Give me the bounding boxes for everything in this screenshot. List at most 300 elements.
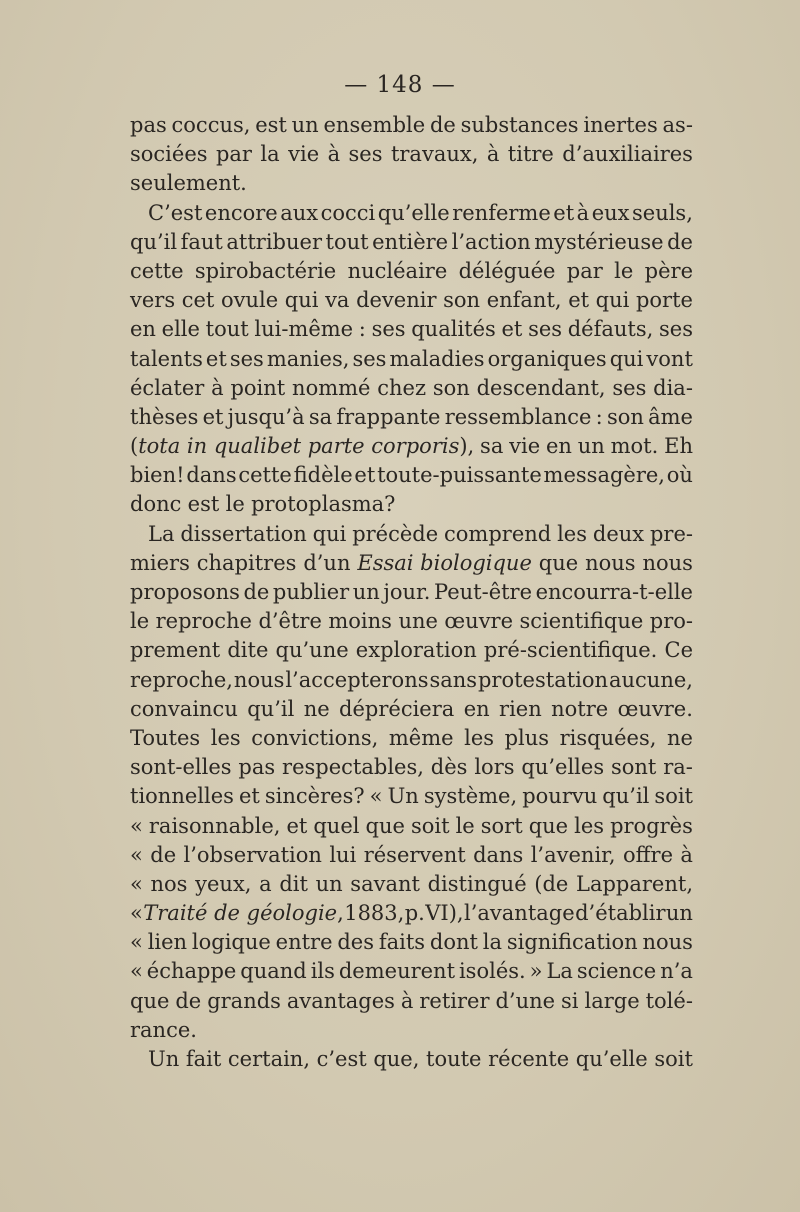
word: à bbox=[211, 375, 224, 400]
text-line bbox=[130, 957, 693, 986]
word: Essai biologique bbox=[357, 550, 532, 575]
word: exploration bbox=[355, 638, 477, 663]
text-line bbox=[130, 666, 693, 695]
word: qui bbox=[609, 346, 644, 371]
word: talents bbox=[130, 346, 203, 371]
word: vers bbox=[130, 288, 176, 313]
word: sort bbox=[480, 813, 523, 838]
word: le bbox=[455, 813, 475, 838]
word: même bbox=[388, 725, 454, 750]
text-line bbox=[130, 257, 693, 286]
text-line bbox=[130, 812, 693, 841]
word: dit bbox=[279, 871, 308, 896]
word: les bbox=[574, 813, 605, 838]
word: ses bbox=[348, 142, 383, 167]
word: moins bbox=[328, 609, 392, 634]
word: dont bbox=[429, 930, 478, 955]
word: lien bbox=[147, 930, 188, 955]
word: Un bbox=[387, 784, 419, 809]
word: donc bbox=[130, 492, 182, 517]
word: ovule bbox=[220, 288, 279, 313]
word: d’être bbox=[258, 609, 322, 634]
word: va bbox=[325, 288, 350, 313]
word: thèses bbox=[130, 404, 199, 429]
word: respectables, bbox=[282, 755, 424, 780]
word: les bbox=[210, 725, 241, 750]
word: ra- bbox=[663, 755, 693, 780]
word: qui bbox=[284, 288, 319, 313]
word: défauts, bbox=[567, 317, 654, 342]
text-line bbox=[130, 286, 693, 315]
word: c’est bbox=[316, 1047, 367, 1071]
word: quand bbox=[240, 959, 307, 984]
word: VI), bbox=[425, 901, 464, 926]
word: science bbox=[576, 959, 657, 984]
text-line bbox=[130, 140, 693, 169]
word: Lapparent, bbox=[576, 871, 693, 896]
word: œuvre bbox=[444, 609, 514, 634]
word: prement bbox=[130, 638, 221, 663]
word: à bbox=[400, 988, 414, 1013]
word: maladies bbox=[389, 346, 485, 371]
word: Ce bbox=[664, 638, 693, 663]
word: sont-elles bbox=[130, 755, 232, 780]
word: ses bbox=[352, 346, 387, 371]
word: de bbox=[243, 580, 270, 604]
word: frappante bbox=[336, 404, 441, 429]
word: en bbox=[545, 434, 572, 459]
word: La bbox=[148, 521, 175, 546]
word: large bbox=[584, 988, 640, 1013]
word: avantages bbox=[286, 988, 395, 1013]
word: pas bbox=[130, 113, 167, 137]
word: lui-même bbox=[254, 317, 354, 342]
word: reproche, bbox=[130, 667, 233, 692]
word: l’accepterons bbox=[285, 667, 429, 692]
word: substances bbox=[460, 113, 579, 137]
word: aux bbox=[280, 200, 319, 225]
word: nommé bbox=[292, 375, 371, 400]
word: « bbox=[130, 901, 143, 926]
word: pas bbox=[238, 755, 276, 780]
word: l’observation bbox=[183, 842, 322, 867]
word: et bbox=[202, 404, 224, 429]
word: travaux, bbox=[390, 142, 479, 167]
word: qu’elle bbox=[575, 1047, 648, 1071]
word: les bbox=[557, 521, 588, 546]
word: cet bbox=[181, 288, 215, 313]
word: ses bbox=[612, 375, 647, 400]
word: éclater bbox=[130, 375, 205, 400]
word: le bbox=[225, 492, 245, 517]
page-number: — 148 — bbox=[344, 72, 456, 98]
word: (de bbox=[534, 871, 569, 896]
word: Traité de géologie, bbox=[143, 901, 344, 926]
word: dès bbox=[430, 755, 468, 780]
word: coccus, bbox=[171, 113, 251, 137]
word: fidèle bbox=[293, 463, 353, 488]
text-line bbox=[130, 899, 693, 928]
text-line bbox=[130, 374, 693, 403]
word: descendant, bbox=[476, 375, 606, 400]
word: : bbox=[595, 404, 603, 429]
word: messagère, bbox=[543, 463, 665, 488]
word: aucune, bbox=[608, 667, 693, 692]
word: sociées bbox=[130, 142, 208, 167]
text-line bbox=[130, 724, 693, 753]
text-line bbox=[130, 490, 693, 519]
text-line bbox=[130, 578, 693, 607]
word: demeurent bbox=[338, 959, 456, 984]
word: son bbox=[432, 375, 470, 400]
word: convaincu bbox=[130, 696, 238, 721]
word: vont bbox=[646, 346, 693, 371]
word: Un bbox=[148, 1047, 180, 1071]
word: pré-scientifique. bbox=[483, 638, 658, 663]
word: « bbox=[130, 959, 143, 984]
word: » bbox=[529, 959, 543, 984]
word: faits bbox=[378, 930, 426, 955]
word: tout bbox=[205, 317, 249, 342]
word: réservent bbox=[363, 842, 466, 867]
word: signification bbox=[506, 930, 638, 955]
word: un bbox=[665, 901, 693, 926]
text-line bbox=[130, 1045, 693, 1074]
text-line bbox=[130, 549, 693, 578]
word: de bbox=[429, 113, 456, 137]
word: faut bbox=[180, 229, 223, 254]
word: et bbox=[553, 200, 575, 225]
word: inertes bbox=[583, 113, 658, 137]
word: d’établir bbox=[575, 901, 666, 926]
word: le bbox=[130, 609, 150, 634]
word: et bbox=[286, 813, 308, 838]
word: : bbox=[358, 317, 366, 342]
word: raisonnable, bbox=[148, 813, 281, 838]
word: et bbox=[238, 784, 260, 809]
word: dissertation bbox=[180, 521, 307, 546]
word: une bbox=[398, 609, 438, 634]
word: l’avantage bbox=[464, 901, 575, 926]
word: encore bbox=[204, 200, 278, 225]
word: si bbox=[561, 988, 579, 1013]
word: et bbox=[354, 463, 376, 488]
word: encourra-t-elle bbox=[535, 580, 693, 604]
word: miers bbox=[130, 550, 190, 575]
text-line bbox=[130, 753, 693, 782]
word: plus bbox=[504, 725, 550, 750]
word: qui bbox=[595, 288, 630, 313]
text-line bbox=[130, 345, 693, 374]
word: titre bbox=[507, 142, 554, 167]
word: quel bbox=[313, 813, 360, 838]
word: progrès bbox=[610, 813, 693, 838]
text-line bbox=[130, 461, 693, 490]
word: protoplasma? bbox=[251, 492, 396, 517]
word: devenir bbox=[356, 288, 437, 313]
word: risquées, bbox=[559, 725, 657, 750]
word: « bbox=[130, 813, 143, 838]
word: Eh bbox=[664, 434, 693, 459]
word: nous bbox=[585, 550, 636, 575]
word: toute bbox=[426, 1047, 482, 1071]
word: sa bbox=[480, 434, 504, 459]
word: pre- bbox=[649, 521, 693, 546]
text-line bbox=[130, 607, 693, 636]
word: que bbox=[365, 813, 405, 838]
word: « bbox=[130, 842, 143, 867]
text-line bbox=[130, 169, 693, 198]
word: chez bbox=[377, 375, 427, 400]
word: ne bbox=[303, 696, 330, 721]
word: entière bbox=[372, 229, 449, 254]
word: vie bbox=[288, 142, 320, 167]
word: qu’il bbox=[602, 784, 650, 809]
word: « bbox=[130, 871, 143, 896]
word: pourvu bbox=[522, 784, 598, 809]
word: « bbox=[130, 930, 143, 955]
word: attribuer bbox=[226, 229, 322, 254]
word: de bbox=[150, 842, 177, 867]
word: le bbox=[614, 258, 634, 283]
text-line bbox=[130, 928, 693, 957]
word: qualités bbox=[411, 317, 496, 342]
word: rance. bbox=[130, 1017, 197, 1042]
word: rien bbox=[499, 696, 542, 721]
word: C’est bbox=[148, 200, 203, 225]
word: grands bbox=[207, 988, 281, 1013]
word: comprend bbox=[444, 521, 552, 546]
word: jour. bbox=[383, 580, 431, 604]
word: sont bbox=[610, 755, 657, 780]
word: porte bbox=[635, 288, 693, 313]
text-line bbox=[130, 987, 693, 1016]
word: (tota in qualibet parte corporis), bbox=[130, 434, 475, 459]
word: à bbox=[327, 142, 341, 167]
word: d’une bbox=[495, 988, 556, 1013]
word: seuls, bbox=[631, 200, 693, 225]
word: mot. bbox=[610, 434, 659, 459]
word: un bbox=[291, 113, 319, 137]
word: qu’elles bbox=[521, 755, 605, 780]
text-line bbox=[130, 1016, 693, 1045]
text-line bbox=[130, 228, 693, 257]
word: pro- bbox=[649, 609, 693, 634]
word: est bbox=[187, 492, 220, 517]
word: n’a bbox=[660, 959, 693, 984]
word: vie bbox=[509, 434, 541, 459]
word: qui bbox=[312, 521, 347, 546]
word: nous bbox=[642, 550, 693, 575]
word: récente bbox=[488, 1047, 570, 1071]
word: convictions, bbox=[251, 725, 379, 750]
word: des bbox=[337, 930, 374, 955]
word: à bbox=[680, 842, 693, 867]
word: que bbox=[538, 550, 579, 575]
word: un bbox=[315, 871, 343, 896]
text-line bbox=[130, 636, 693, 665]
text-line bbox=[130, 695, 693, 724]
word: de bbox=[667, 229, 693, 254]
word: distingué bbox=[427, 871, 527, 896]
text-line bbox=[130, 870, 693, 899]
word: mystérieuse bbox=[534, 229, 664, 254]
word: lors bbox=[474, 755, 515, 780]
word: La bbox=[546, 959, 573, 984]
word: et bbox=[501, 317, 523, 342]
word: dite bbox=[227, 638, 269, 663]
word: tolé- bbox=[645, 988, 693, 1013]
word: que bbox=[130, 988, 170, 1013]
word: œuvre. bbox=[617, 696, 693, 721]
word: entre bbox=[275, 930, 333, 955]
word: que, bbox=[373, 1047, 420, 1071]
word: nous bbox=[642, 930, 693, 955]
word: ils bbox=[310, 959, 335, 984]
word: renferme bbox=[452, 200, 551, 225]
word: d’auxiliaires bbox=[562, 142, 693, 167]
word: Peut-être bbox=[434, 580, 533, 604]
word: notre bbox=[551, 696, 609, 721]
word: qu’il bbox=[247, 696, 295, 721]
word: en bbox=[130, 317, 156, 342]
word: cette bbox=[130, 258, 184, 283]
word: cette bbox=[238, 463, 292, 488]
word: à bbox=[576, 200, 590, 225]
word: manies, bbox=[266, 346, 350, 371]
text-line bbox=[130, 199, 693, 228]
word: système, bbox=[423, 784, 518, 809]
text-line bbox=[130, 432, 693, 461]
word: ensemble bbox=[323, 113, 426, 137]
word: échappe bbox=[146, 959, 237, 984]
text-line bbox=[130, 841, 693, 870]
word: point bbox=[230, 375, 286, 400]
word: soit bbox=[654, 784, 693, 809]
word: eux bbox=[591, 200, 630, 225]
word: chapitres bbox=[196, 550, 297, 575]
word: sa bbox=[308, 404, 333, 429]
word: déléguée bbox=[458, 258, 556, 283]
word: et bbox=[205, 346, 227, 371]
word: ses bbox=[229, 346, 264, 371]
word: « bbox=[369, 784, 383, 809]
word: dia- bbox=[653, 375, 693, 400]
text-line bbox=[130, 315, 693, 344]
word: sans bbox=[429, 667, 478, 692]
word: organiques bbox=[487, 346, 607, 371]
word: offre bbox=[622, 842, 673, 867]
word: proposons bbox=[130, 580, 240, 604]
word: à bbox=[486, 142, 500, 167]
word: d’un bbox=[303, 550, 351, 575]
word: de bbox=[175, 988, 202, 1013]
word: tionnelles bbox=[130, 784, 234, 809]
word: ses bbox=[371, 317, 406, 342]
word: précède bbox=[352, 521, 439, 546]
word: as- bbox=[662, 113, 693, 137]
word: certain, bbox=[227, 1047, 311, 1071]
word: yeux, bbox=[195, 871, 252, 896]
word: a bbox=[259, 871, 272, 896]
word: bien! bbox=[130, 463, 185, 488]
word: p. bbox=[404, 901, 425, 926]
word: sincères? bbox=[264, 784, 365, 809]
word: nos bbox=[150, 871, 188, 896]
word: savant bbox=[350, 871, 420, 896]
word: dans bbox=[473, 842, 524, 867]
word: en bbox=[463, 696, 490, 721]
word: par bbox=[566, 258, 603, 283]
word: âme bbox=[648, 404, 693, 429]
word: la bbox=[482, 930, 503, 955]
word: l’avenir, bbox=[530, 842, 616, 867]
word: enfant, bbox=[486, 288, 562, 313]
word: ne bbox=[667, 725, 693, 750]
text-line bbox=[130, 403, 693, 432]
word: un bbox=[577, 434, 605, 459]
word: protestation bbox=[477, 667, 609, 692]
word: dépréciera bbox=[339, 696, 455, 721]
word: seulement. bbox=[130, 171, 247, 196]
body-text bbox=[130, 111, 693, 1074]
word: retirer bbox=[419, 988, 490, 1013]
word: soit bbox=[410, 813, 450, 838]
word: son bbox=[606, 404, 644, 429]
word: reproche bbox=[155, 609, 252, 634]
word: dans bbox=[186, 463, 237, 488]
word: qu’elle bbox=[377, 200, 450, 225]
word: nous bbox=[233, 667, 285, 692]
word: fait bbox=[185, 1047, 222, 1071]
word: l’action bbox=[451, 229, 531, 254]
word: ses bbox=[528, 317, 563, 342]
word: lui bbox=[329, 842, 357, 867]
word: les bbox=[464, 725, 495, 750]
word: où bbox=[666, 463, 693, 488]
word: par bbox=[215, 142, 252, 167]
word: Toutes bbox=[130, 725, 201, 750]
word: père bbox=[644, 258, 693, 283]
word: que bbox=[528, 813, 569, 838]
text-line bbox=[130, 520, 693, 549]
text-line bbox=[130, 782, 693, 811]
word: cocci bbox=[320, 200, 376, 225]
word: elle bbox=[161, 317, 200, 342]
word: toute-puissante bbox=[377, 463, 542, 488]
word: qu’une bbox=[275, 638, 349, 663]
word: nucléaire bbox=[347, 258, 448, 283]
word: tout bbox=[325, 229, 369, 254]
word: soit bbox=[654, 1047, 693, 1071]
word: ressemblance bbox=[444, 404, 592, 429]
word: un bbox=[352, 580, 380, 604]
word: deux bbox=[592, 521, 645, 546]
word: spirobactérie bbox=[194, 258, 337, 283]
word: jusqu’à bbox=[227, 404, 305, 429]
word: 1883, bbox=[344, 901, 405, 926]
word: scientifique bbox=[519, 609, 644, 634]
text-line bbox=[130, 111, 693, 140]
word: la bbox=[260, 142, 280, 167]
word: isolés. bbox=[458, 959, 526, 984]
word: qu’il bbox=[130, 229, 178, 254]
word: et bbox=[568, 288, 590, 313]
word: publier bbox=[272, 580, 350, 604]
word: son bbox=[443, 288, 481, 313]
word: logique bbox=[191, 930, 271, 955]
word: ses bbox=[659, 317, 693, 342]
